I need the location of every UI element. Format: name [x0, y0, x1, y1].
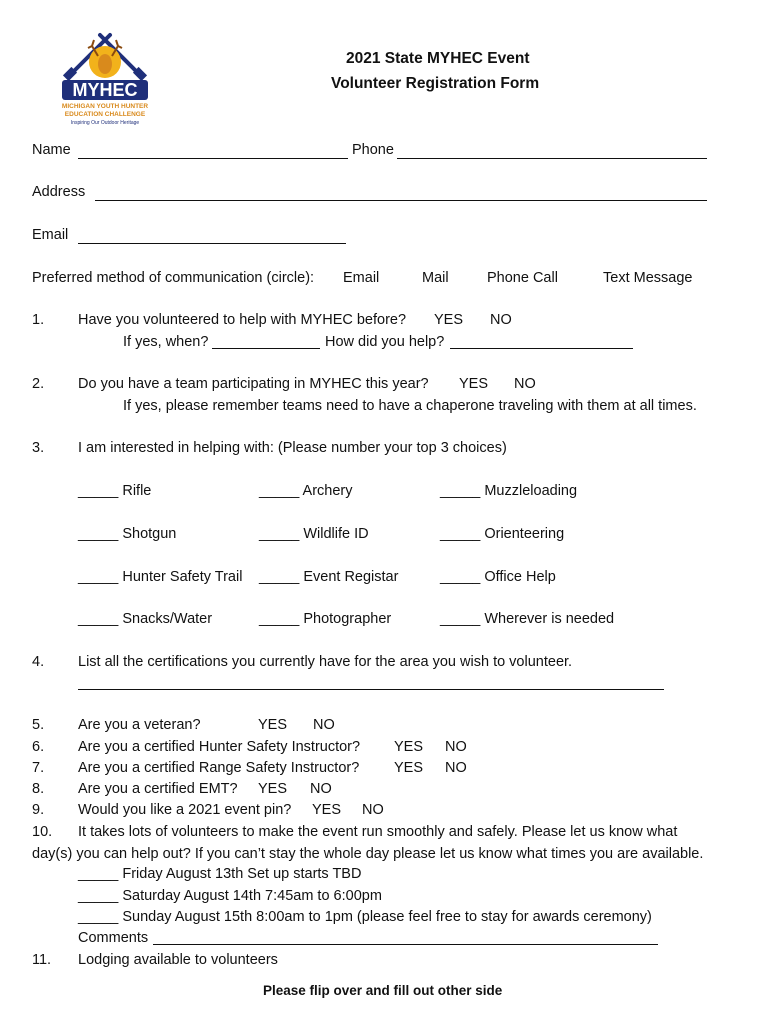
logo-line2: EDUCATION CHALLENGE: [64, 111, 146, 118]
choice-shotgun[interactable]: _____ Shotgun: [78, 526, 177, 542]
q4-number: 4.: [32, 654, 45, 670]
q5-text: Are you a veteran?: [78, 717, 201, 733]
q1-how-field[interactable]: [450, 348, 633, 349]
comm-option-mail[interactable]: Mail: [422, 270, 449, 286]
choice-orienteering[interactable]: _____ Orienteering: [440, 526, 565, 542]
q6-number: 6.: [32, 739, 45, 755]
choice-event-registar[interactable]: _____ Event Registar: [259, 569, 399, 585]
day-sunday[interactable]: _____ Sunday August 15th 8:00am to 1pm (please feel free to stay for awards ceremony): [78, 909, 652, 925]
q8-text: Are you a certified EMT?: [78, 781, 238, 797]
q1-how-label: How did you help?: [325, 334, 445, 350]
q1-number: 1.: [32, 312, 45, 328]
q9-text: Would you like a 2021 event pin?: [78, 802, 292, 818]
myhec-logo: [40, 30, 170, 130]
q2-number: 2.: [32, 376, 45, 392]
footer-note: Please flip over and fill out other side: [263, 983, 503, 998]
form-title: 2021 State MYHEC Event: [346, 50, 530, 67]
choice-rifle[interactable]: _____ Rifle: [78, 483, 152, 499]
name-field[interactable]: [78, 158, 348, 159]
q4-text: List all the certifications you currently have for the area you wish to volunteer.: [78, 654, 573, 670]
q1-yes[interactable]: YES: [434, 312, 464, 328]
choice-wildlife-id[interactable]: _____ Wildlife ID: [259, 526, 369, 542]
choice-archery[interactable]: _____ Archery: [259, 483, 353, 499]
communication-label: Preferred method of communication (circle):: [32, 270, 315, 286]
q8-yes[interactable]: YES: [258, 781, 288, 797]
q7-text: Are you a certified Range Safety Instructor?: [78, 760, 360, 776]
comm-option-phone-call[interactable]: Phone Call: [487, 270, 558, 286]
q8-no[interactable]: NO: [310, 781, 332, 797]
q10-line2: day(s) you can help out? If you can’t stay the whole day please let us know what times you are available.: [32, 846, 704, 862]
q2-text: Do you have a team participating in MYHEC this year?: [78, 376, 429, 392]
q9-yes[interactable]: YES: [312, 802, 342, 818]
day-saturday[interactable]: _____ Saturday August 14th 7:45am to 6:00pm: [78, 888, 382, 904]
comm-option-email[interactable]: Email: [343, 270, 380, 286]
comments-field[interactable]: [153, 944, 658, 945]
email-label: Email: [32, 227, 69, 243]
name-label: Name: [32, 142, 71, 158]
myhec-logo-graphic: [40, 30, 170, 130]
q3-text: I am interested in helping with: (Please number your top 3 choices): [78, 440, 507, 456]
choice-hunter-safety-trail[interactable]: _____ Hunter Safety Trail: [78, 569, 243, 585]
q7-no[interactable]: NO: [445, 760, 467, 776]
address-label: Address: [32, 184, 86, 200]
q5-number: 5.: [32, 717, 45, 733]
phone-label: Phone: [352, 142, 394, 158]
q8-number: 8.: [32, 781, 45, 797]
choice-muzzleloading[interactable]: _____ Muzzleloading: [440, 483, 578, 499]
q5-no[interactable]: NO: [313, 717, 335, 733]
q6-yes[interactable]: YES: [394, 739, 424, 755]
logo-line1: MICHIGAN YOUTH HUNTER: [61, 103, 149, 110]
comments-label: Comments: [78, 930, 149, 946]
logo-tagline: Inspiring Our Outdoor Heritage: [70, 120, 140, 126]
q1-when-label: If yes, when?: [123, 334, 209, 350]
q2-note: If yes, please remember teams need to have a chaperone traveling with them at all times.: [123, 398, 697, 414]
q9-number: 9.: [32, 802, 45, 818]
q6-no[interactable]: NO: [445, 739, 467, 755]
q5-yes[interactable]: YES: [258, 717, 288, 733]
day-friday[interactable]: _____ Friday August 13th Set up starts TBD: [78, 866, 362, 882]
logo-word: MYHEC: [72, 80, 138, 100]
q2-yes[interactable]: YES: [459, 376, 489, 392]
q9-no[interactable]: NO: [362, 802, 384, 818]
choice-snacks-water[interactable]: _____ Snacks/Water: [78, 611, 213, 627]
comm-option-text-message[interactable]: Text Message: [603, 270, 693, 286]
choice-office-help[interactable]: _____ Office Help: [440, 569, 556, 585]
q10-line1: It takes lots of volunteers to make the event run smoothly and safely. Please let us know what: [78, 824, 678, 840]
phone-field[interactable]: [397, 158, 707, 159]
q7-number: 7.: [32, 760, 45, 776]
q1-no[interactable]: NO: [490, 312, 512, 328]
q11-text: Lodging available to volunteers: [78, 952, 278, 968]
form-subtitle: Volunteer Registration Form: [331, 75, 540, 92]
address-field[interactable]: [95, 200, 707, 201]
q11-number: 11.: [32, 952, 52, 968]
email-field[interactable]: [78, 243, 346, 244]
q7-yes[interactable]: YES: [394, 760, 424, 776]
q6-text: Are you a certified Hunter Safety Instructor?: [78, 739, 361, 755]
choice-photographer[interactable]: _____ Photographer: [259, 611, 392, 627]
q1-when-field[interactable]: [212, 348, 320, 349]
choice-wherever-needed[interactable]: _____ Wherever is needed: [440, 611, 615, 627]
q2-no[interactable]: NO: [514, 376, 536, 392]
q1-text: Have you volunteered to help with MYHEC before?: [78, 312, 407, 328]
q4-field[interactable]: [78, 689, 664, 690]
q10-number: 10.: [32, 824, 53, 840]
q3-number: 3.: [32, 440, 45, 456]
